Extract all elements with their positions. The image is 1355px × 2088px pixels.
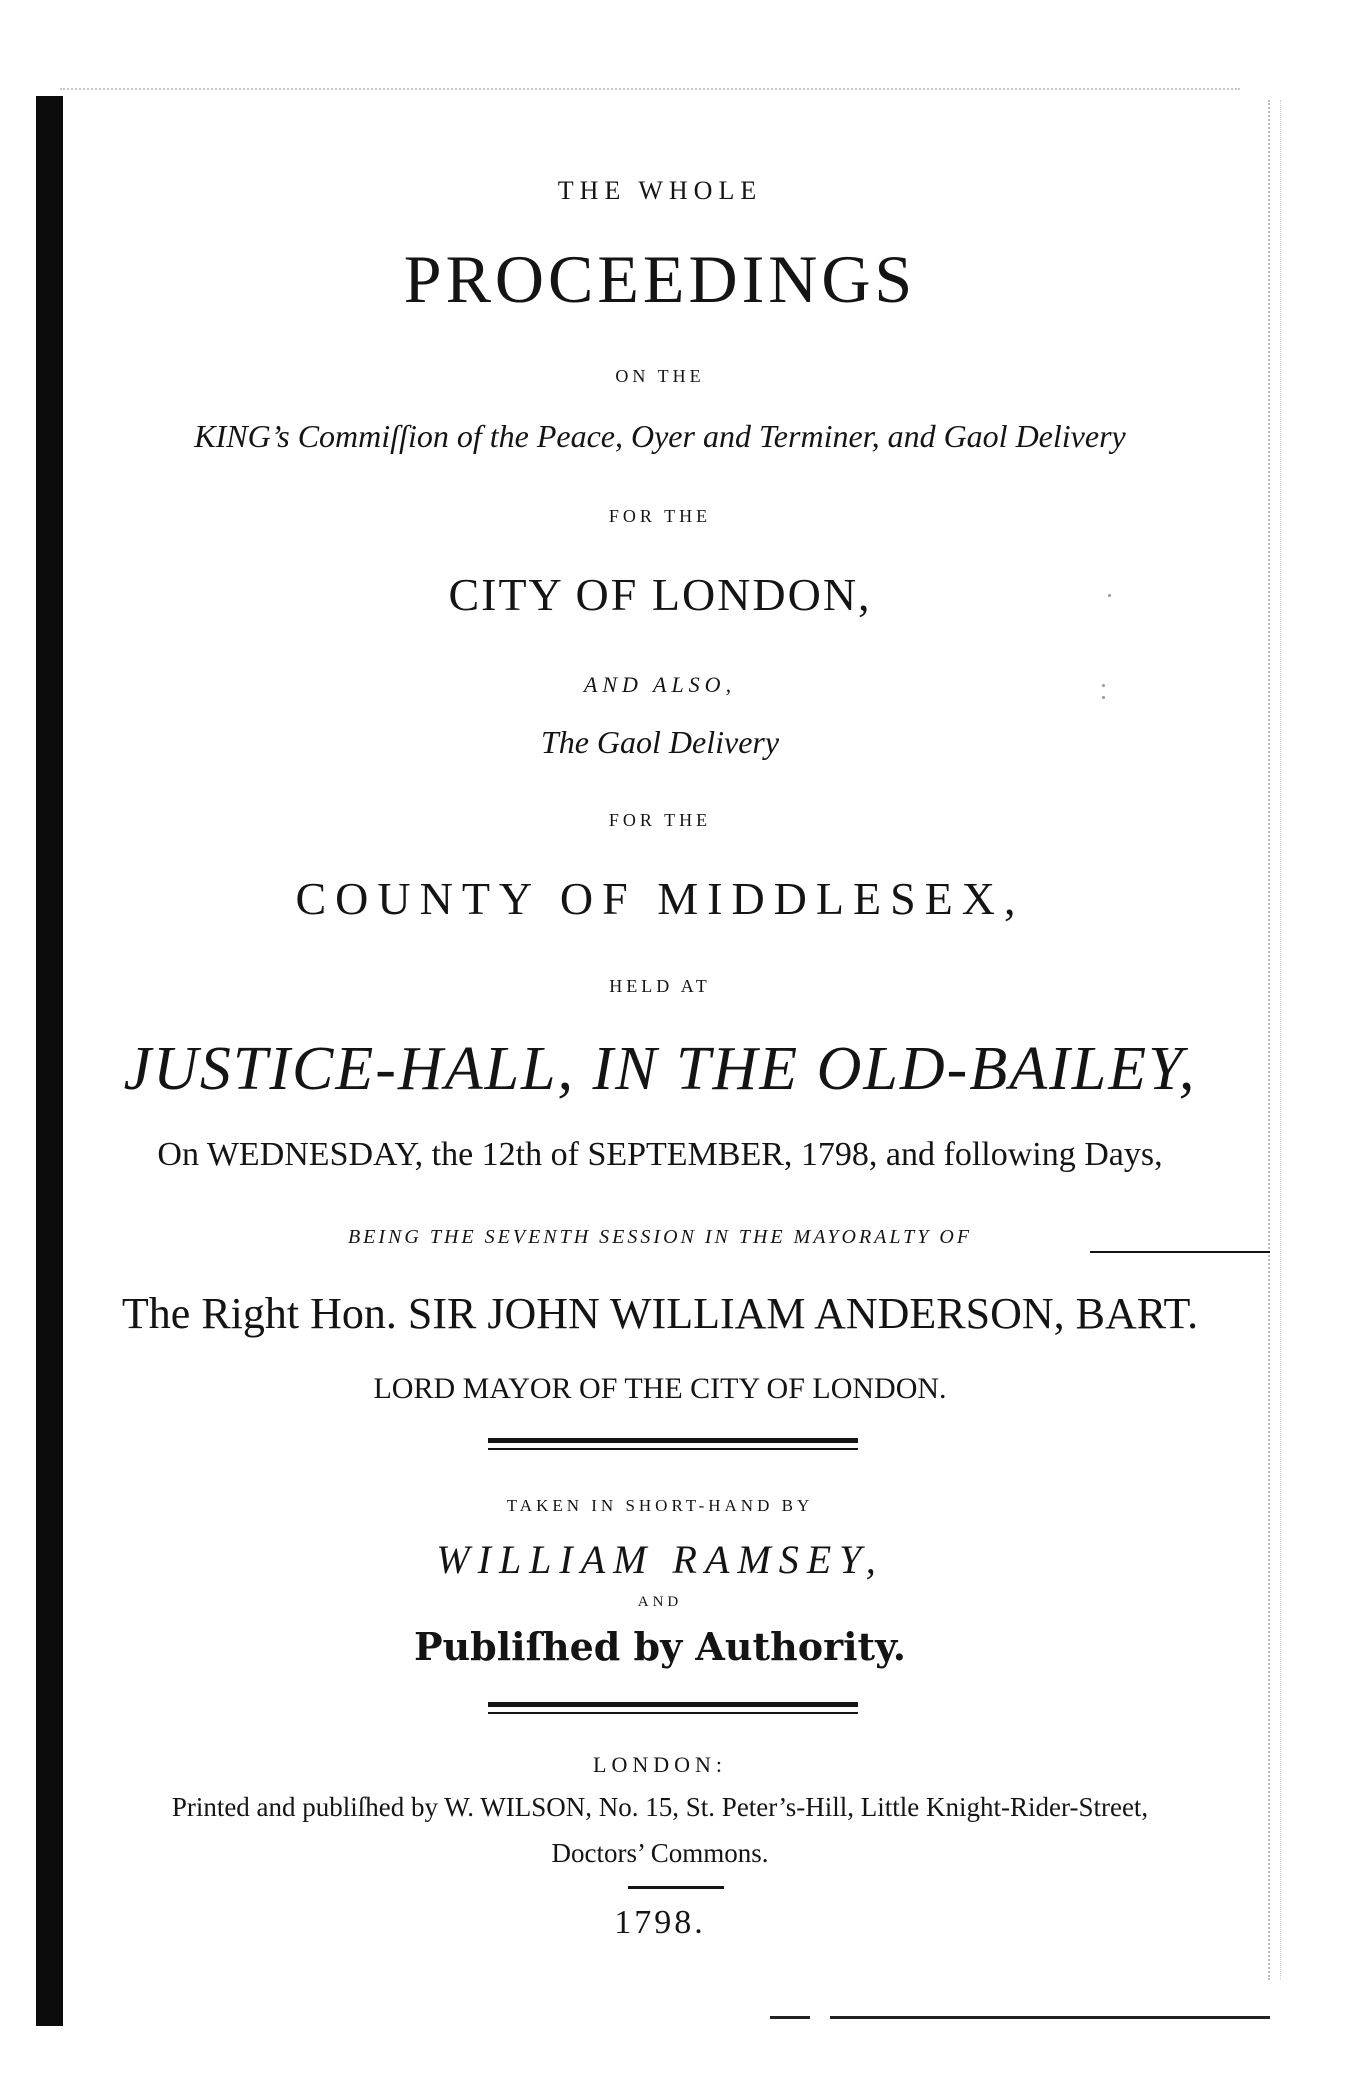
held-at-label: HELD AT — [609, 976, 711, 996]
main-title-proceedings: PROCEEDINGS — [403, 241, 917, 317]
for-the-label-2: FOR THE — [608, 810, 712, 830]
session-underline — [1090, 1251, 1270, 1253]
lord-mayor-name: The Right Hon. SIR JOHN WILLIAM ANDERSON, BART. — [121, 1289, 1199, 1338]
printer-line: Printed and publiſhed by W. WILSON, No. 15, St. Peter’s-Hill, Little Knight-Rider-Street, — [171, 1792, 1149, 1822]
for-the-label-1: FOR THE — [608, 506, 712, 526]
page-edge-shadow — [1268, 100, 1281, 1980]
gaol-delivery: The Gaol Delivery — [540, 724, 780, 760]
page-bottom-rule — [770, 2016, 1270, 2019]
doctors-commons: Doctors’ Commons. — [551, 1838, 769, 1868]
justice-hall-old-bailey: JUSTICE-HALL, IN THE OLD-BAILEY, — [123, 1035, 1197, 1103]
ink-speck — [1102, 684, 1105, 687]
published-by-authority: Publiſhed by Authority. — [413, 1624, 907, 1669]
and-also: AND ALSO, — [583, 672, 737, 697]
lord-mayor-title: LORD MAYOR OF THE CITY OF LONDON. — [373, 1372, 947, 1405]
commission-line: KING’s Commiſſion of the Peace, Oyer and Terminer, and Gaol Delivery — [194, 418, 1126, 454]
double-rule-2-bottom — [488, 1712, 858, 1714]
double-rule-1-bottom — [488, 1448, 858, 1450]
page-edge-specks — [60, 88, 1240, 96]
imprint-year: 1798. — [614, 1904, 706, 1941]
session-date: On WEDNESDAY, the 12th of SEPTEMBER, 1798, and following Days, — [157, 1136, 1163, 1173]
william-ramsey: WILLIAM RAMSEY, — [436, 1537, 884, 1582]
seventh-session-line: BEING THE SEVENTH SESSION IN THE MAYORALTY OF — [347, 1226, 973, 1248]
taken-in-shorthand: TAKEN IN SHORT-HAND BY — [506, 1496, 814, 1515]
and-label: AND — [637, 1594, 683, 1610]
year-rule — [628, 1886, 724, 1889]
double-rule-2-top — [488, 1702, 858, 1707]
city-of-london: CITY OF LONDON, — [448, 569, 872, 620]
london-imprint: LONDON: — [593, 1752, 727, 1777]
county-of-middlesex: COUNTY OF MIDDLESEX, — [295, 873, 1025, 924]
ink-speck — [1108, 594, 1111, 597]
on-the-label: ON THE — [615, 366, 705, 386]
header-the-whole: THE WHOLE — [557, 176, 763, 205]
binding-spine — [36, 96, 63, 2026]
double-rule-1-top — [488, 1438, 858, 1443]
ink-speck — [1102, 696, 1105, 699]
